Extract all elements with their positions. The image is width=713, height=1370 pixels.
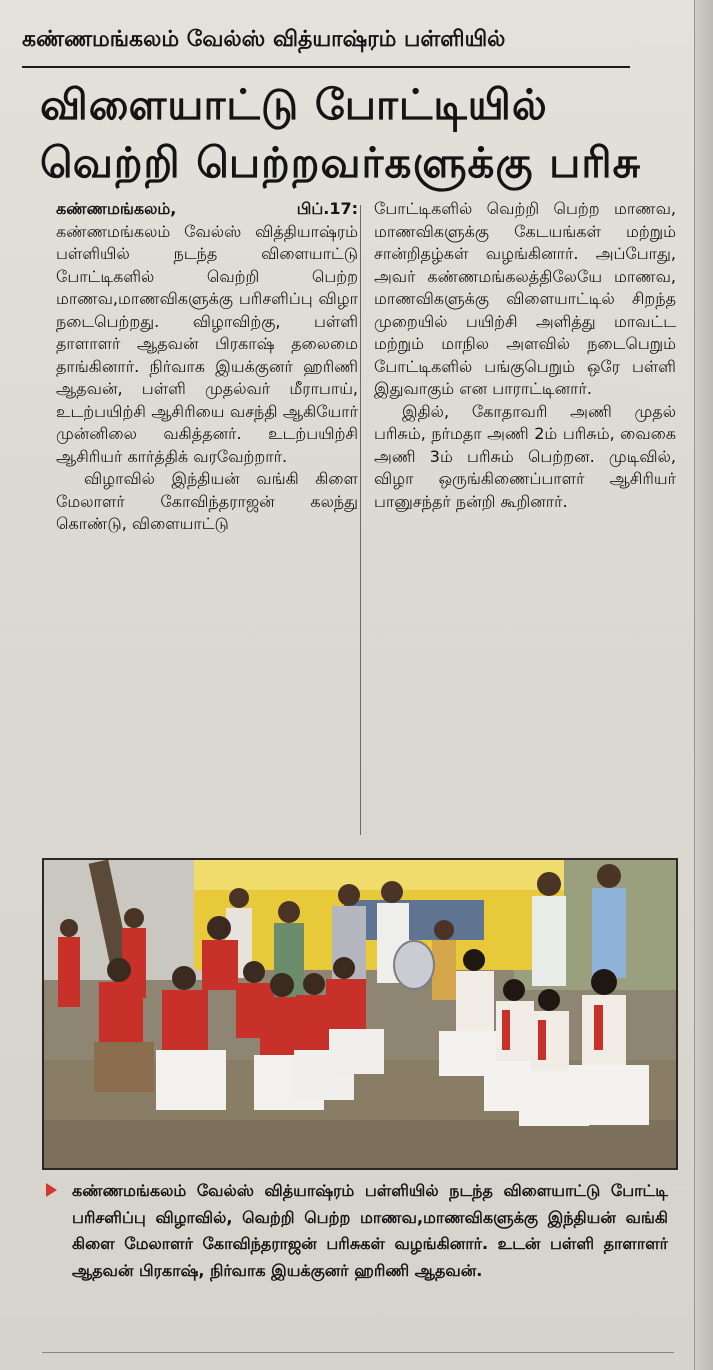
trophy — [394, 941, 434, 989]
kicker-rule — [22, 66, 630, 68]
article-column-1 — [56, 198, 358, 848]
news-photo — [42, 858, 678, 1170]
article-headline — [40, 76, 680, 192]
article-paragraph — [56, 198, 358, 468]
article-paragraph: விழாவில் இந்தியன் வங்கி கிளை மேலாளர் கோவிந்தராஜன் கலந்து கொண்டு, விளையாட்டு — [56, 469, 358, 533]
photo-caption — [48, 1178, 668, 1284]
bottom-rule — [42, 1352, 674, 1353]
paragraph-text: கண்ணமங்கலம் வேல்ஸ் வித்தியாஷ்ரம் பள்ளியில் நடந்த விளையாட்டு போட்டிகளில் வெற்றி பெற்ற மாணவ,மாணவிகளுக்கு பரிசளிப்பு விழா நடைபெற்றது. விழாவிற்கு, பள்ளி தாளாளர் ஆதவன் பிரகாஷ் தலைமை தாங்கினார். நிர்வாக இயக்குனர் ஹரிணி ஆதவன், பள்ளி முதல்வர் மீராபாய், உடற்பயிற்சி ஆசிரியை வசந்தி ஆகியோர் முன்னிலை வகித்தனர். உடற்பயிற்சி ஆசிரியர் கார்த்திக் வரவேற்றார். — [56, 221, 358, 466]
page-edge-strip — [694, 0, 713, 1370]
article-body — [56, 198, 676, 848]
article-paragraph: இதில், கோதாவரி அணி முதல் பரிசும், நர்மதா அணி 2ம் பரிசும், வைகை அணி 3ம் பரிசும் பெற்றன. முடிவில், விழா ஒருங்கிணைப்பாளர் ஆசிரியர் பானுசந்தர் நன்றி கூறினார். — [374, 401, 676, 511]
article-kicker: கண்ணமங்கலம் வேல்ஸ் வித்யாஷ்ரம் பள்ளியில் — [22, 27, 506, 52]
caption-text: கண்ணமங்கலம் வேல்ஸ் வித்யாஷ்ரம் பள்ளியில் நடந்த விளையாட்டு போட்டி பரிசளிப்பு விழாவில், வெற்றி பெற்ற மாணவ,மாணவிகளுக்கு இந்தியன் வங்கி கிளை மேலாளர் கோவிந்தராஜன் பரிசுகள் வழங்கினார். உடன் பள்ளி தாளாளர் ஆதவன் பிரகாஷ், நிர்வாக இயக்குனர் ஹரிணி ஆதவன். — [72, 1181, 668, 1280]
triangle-right-icon — [46, 1183, 57, 1197]
article-column-2 — [374, 198, 676, 848]
dateline: கண்ணமங்கலம், பிப்.17: — [56, 199, 358, 218]
headline-line-1: விளையாட்டு போட்டியில் — [40, 80, 548, 129]
column-divider — [360, 205, 361, 835]
headline-line-2: வெற்றி பெற்றவர்களுக்கு பரிசு — [40, 138, 641, 187]
article-paragraph: போட்டிகளில் வெற்றி பெற்ற மாணவ, மாணவிகளுக்கு கேடயங்கள் மற்றும் சான்றிதழ்கள் வழங்கினார். அப்போது, அவர் கண்ணமங்கலத்திலேயே மாணவ, மாணவிகளுக்கு விளையாட்டில் சிறந்த முறையில் பயிற்சி அளித்து மாவட்ட மற்றும் மாநில அளவில் நடைபெறும் போட்டிகளில் பங்குபெறும் ஒரே பள்ளி இதுவாகும் என பாராட்டினார். — [374, 199, 676, 398]
photo-illustration — [44, 860, 676, 1168]
